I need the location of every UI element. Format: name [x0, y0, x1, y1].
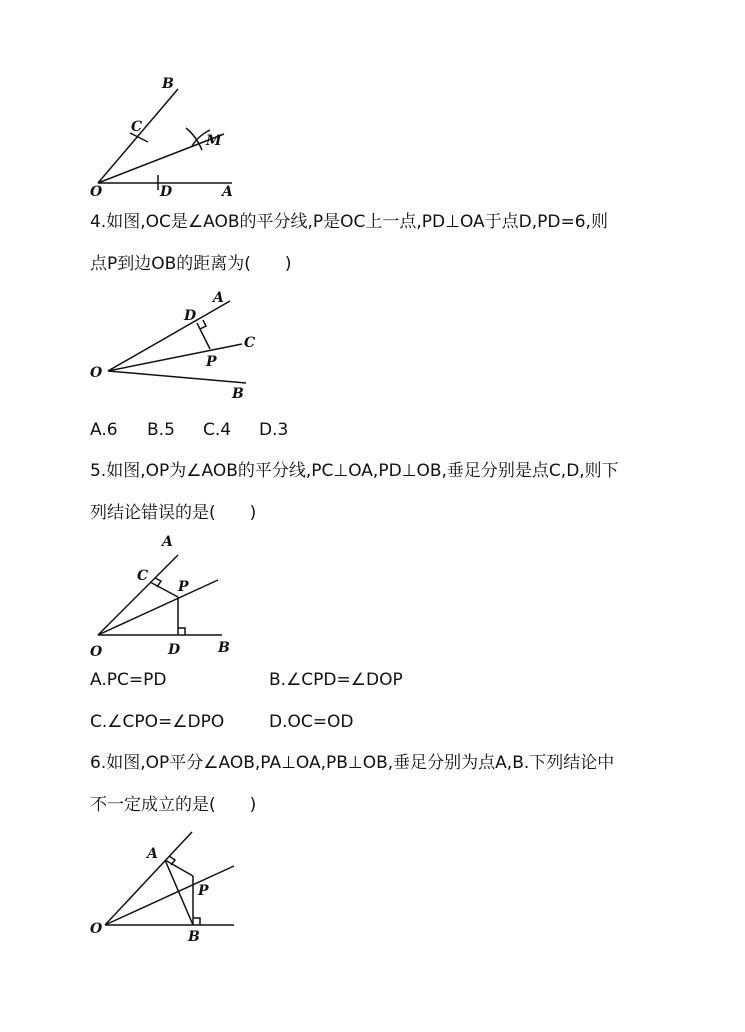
label-c: C — [131, 119, 143, 135]
label-p: P — [178, 579, 189, 595]
q4-option-c: C.4 — [203, 420, 232, 440]
q5-line1: 5.如图,OP为∠AOB的平分线,PC⊥OA,PD⊥OB,垂足分别是点C,D,则下 — [90, 461, 619, 481]
label-o: O — [90, 644, 103, 660]
q4-option-b: B.5 — [147, 420, 175, 440]
label-o: O — [90, 365, 103, 381]
label-p: P — [198, 883, 209, 899]
q4-option-a: A.6 — [90, 420, 118, 440]
q6-line1: 6.如图,OP平分∠AOB,PA⊥OA,PB⊥OB,垂足分别为点A,B.下列结论中 — [90, 753, 615, 773]
q6-line2: 不一定成立的是( ) — [90, 795, 257, 815]
label-a: A — [162, 534, 173, 550]
q4-line2: 点P到边OB的距离为( ) — [90, 254, 292, 274]
q4-option-d: D.3 — [259, 420, 289, 440]
figure-q6-lines — [105, 832, 234, 925]
q5-line2: 列结论错误的是( ) — [90, 503, 257, 523]
label-b: B — [218, 640, 230, 656]
label-d: D — [168, 642, 181, 658]
q5-option-b: B.∠CPD=∠DOP — [269, 670, 403, 690]
label-o: O — [90, 921, 103, 937]
q5-option-d: D.OC=OD — [269, 712, 354, 732]
label-b: B — [188, 929, 200, 945]
label-b: B — [162, 76, 174, 92]
q4-line1: 4.如图,OC是∠AOB的平分线,P是OC上一点,PD⊥OA于点D,PD=6,则 — [90, 212, 608, 232]
label-m: M — [206, 133, 222, 149]
label-d: D — [160, 184, 173, 200]
label-c: C — [244, 335, 256, 351]
q5-option-a: A.PC=PD — [90, 670, 167, 690]
label-a: A — [222, 184, 233, 200]
label-c: C — [137, 568, 149, 584]
label-a: A — [147, 846, 158, 862]
label-b: B — [232, 386, 244, 402]
label-a: A — [213, 290, 224, 306]
label-o: O — [90, 184, 103, 200]
q5-option-c: C.∠CPO=∠DPO — [90, 712, 225, 732]
label-d: D — [184, 308, 197, 324]
label-p: P — [206, 354, 217, 370]
